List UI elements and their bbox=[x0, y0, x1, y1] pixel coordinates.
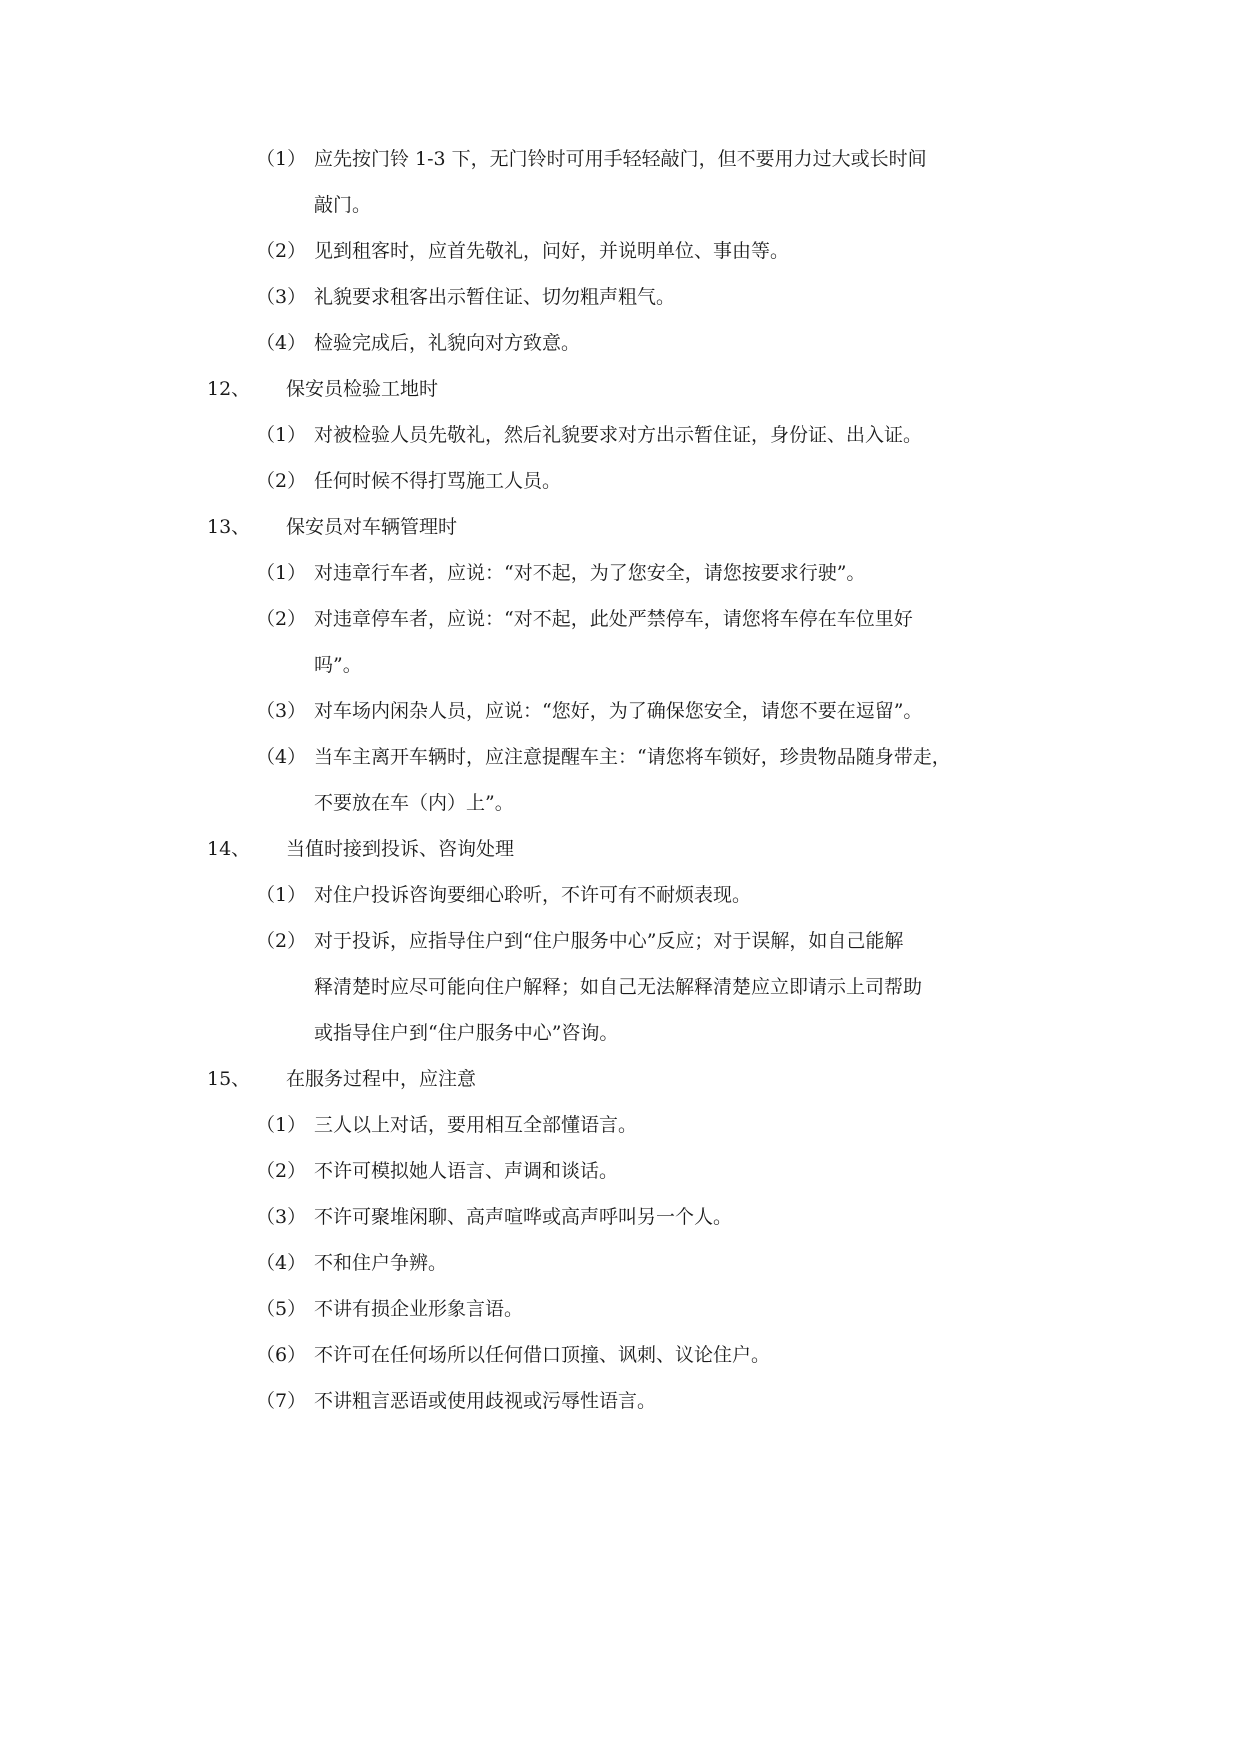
item-text-line: 对被检验人员先敬礼，然后礼貌要求对方出示暂住证，身份证、出入证。 bbox=[314, 424, 923, 446]
item-text-line: 吗”。 bbox=[314, 654, 362, 676]
item-number: （2） bbox=[256, 930, 307, 952]
item-number: （3） bbox=[256, 286, 307, 308]
item-text-line: 或指导住户到“住户服务中心”咨询。 bbox=[314, 1022, 619, 1044]
section-number: 12、 bbox=[207, 378, 251, 400]
item-text-line: 应先按门铃 1-3 下，无门铃时可用手轻轻敲门，但不要用力过大或长时间 bbox=[314, 148, 927, 170]
item-number: （3） bbox=[256, 1206, 307, 1228]
item-text-line: 敲门。 bbox=[314, 194, 372, 216]
section-number: 14、 bbox=[207, 838, 251, 860]
section-heading: 当值时接到投诉、咨询处理 bbox=[286, 838, 515, 860]
item-text-line: 任何时候不得打骂施工人员。 bbox=[314, 470, 562, 492]
item-text-line: 不要放在车（内）上”。 bbox=[314, 792, 514, 814]
section-heading: 保安员检验工地时 bbox=[286, 378, 439, 400]
item-text-line: 不许可聚堆闲聊、高声喧哗或高声呼叫另一个人。 bbox=[314, 1206, 733, 1228]
item-number: （1） bbox=[256, 884, 307, 906]
item-number: （6） bbox=[256, 1344, 307, 1366]
section-heading: 保安员对车辆管理时 bbox=[286, 516, 458, 538]
item-text-line: 当车主离开车辆时，应注意提醒车主：“请您将车锁好，珍贵物品随身带走， bbox=[314, 746, 951, 768]
item-text-line: 不许可模拟她人语言、声调和谈话。 bbox=[314, 1160, 619, 1182]
item-number: （2） bbox=[256, 1160, 307, 1182]
section-number: 13、 bbox=[207, 516, 251, 538]
item-number: （1） bbox=[256, 562, 307, 584]
item-number: （4） bbox=[256, 332, 307, 354]
item-text-line: 对车场内闲杂人员，应说：“您好，为了确保您安全，请您不要在逗留”。 bbox=[314, 700, 923, 722]
item-text-line: 不讲粗言恶语或使用歧视或污辱性语言。 bbox=[314, 1390, 657, 1412]
item-text-line: 检验完成后，礼貌向对方致意。 bbox=[314, 332, 581, 354]
item-text-line: 见到租客时，应首先敬礼，问好，并说明单位、事由等。 bbox=[314, 240, 790, 262]
item-text-line: 释清楚时应尽可能向住户解释；如自己无法解释清楚应立即请示上司帮助 bbox=[314, 976, 923, 998]
item-number: （1） bbox=[256, 424, 307, 446]
item-text-line: 对违章行车者，应说：“对不起，为了您安全，请您按要求行驶”。 bbox=[314, 562, 866, 584]
item-number: （2） bbox=[256, 470, 307, 492]
item-text-line: 三人以上对话，要用相互全部懂语言。 bbox=[314, 1114, 638, 1136]
item-text-line: 对于投诉，应指导住户到“住户服务中心”反应；对于误解，如自己能解 bbox=[314, 930, 904, 952]
item-number: （3） bbox=[256, 700, 307, 722]
item-text-line: 不讲有损企业形象言语。 bbox=[314, 1298, 524, 1320]
item-number: （4） bbox=[256, 746, 307, 768]
section-number: 15、 bbox=[207, 1068, 251, 1090]
item-text-line: 不许可在任何场所以任何借口顶撞、讽刺、议论住户。 bbox=[314, 1344, 771, 1366]
section-heading: 在服务过程中，应注意 bbox=[286, 1068, 477, 1090]
item-number: （2） bbox=[256, 608, 307, 630]
item-number: （1） bbox=[256, 1114, 307, 1136]
item-number: （7） bbox=[256, 1390, 307, 1412]
item-number: （5） bbox=[256, 1298, 307, 1320]
item-text-line: 对住户投诉咨询要细心聆听，不许可有不耐烦表现。 bbox=[314, 884, 752, 906]
item-text-line: 对违章停车者，应说：“对不起，此处严禁停车，请您将车停在车位里好 bbox=[314, 608, 913, 630]
item-number: （1） bbox=[256, 148, 307, 170]
item-number: （2） bbox=[256, 240, 307, 262]
item-text-line: 不和住户争辨。 bbox=[314, 1252, 448, 1274]
item-number: （4） bbox=[256, 1252, 307, 1274]
item-text-line: 礼貌要求租客出示暂住证、切勿粗声粗气。 bbox=[314, 286, 676, 308]
